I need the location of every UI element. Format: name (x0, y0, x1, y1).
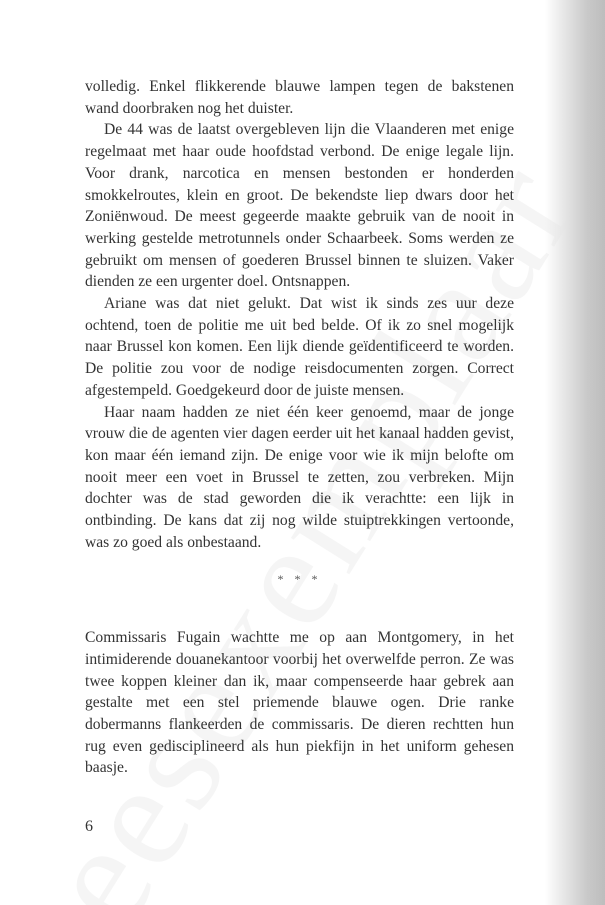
scene-break: * * * (277, 572, 322, 587)
paragraph: De 44 was de laatst overgebleven lijn die Vlaanderen met enige regelmaat met haar oude hoofdstad verbond. De enige legale lijn. Voor drank, narcotica en mensen bestonden er honderden smokkelroutes, klein en groot. De bekendste liep dwars door het Zoniënwoud. De meest gegeerde maakte gebruik van de nooit in werking gestelde metrotunnels onder Schaarbeek. Soms werden ze gebruikt om mensen of goederen Brussel binnen te sluizen. Vaker dienden ze een urgenter doel. Ontsnappen. (85, 121, 514, 291)
paragraph: Haar naam hadden ze niet één keer genoemd, maar de jonge vrouw die de agenten vier dagen eerder uit het kanaal hadden gevist, kon maar één iemand zijn. De enige voor wie ik mijn belofte om nooit meer een voet in Brussel te zetten, zou verbreken. Mijn dochter was de stad geworden die ik verachtte: een lijk in ontbinding. De kans dat zij nog wilde stuiptrekkingen vertoonde, was zo goed als onbestaand. (85, 403, 514, 551)
page-number: 6 (85, 818, 93, 835)
paragraph: volledig. Enkel flikkerende blauwe lampen tegen de bakstenen wand doorbraken nog het duister. (85, 78, 514, 117)
page-edge-shadow (545, 0, 605, 905)
paragraph: Commissaris Fugain wachtte me op aan Montgomery, in het intimiderende douanekantoor voorbij het overwelfde perron. Ze was twee koppen kleiner dan ik, maar compenseerde haar gebrek aan gestalte met een stel priemende blauwe ogen. Drie ranke dobermanns flankeerden de commissaris. De dieren rechtten hun rug even gedisciplineerd als hun piekfijn in het uniform gehesen baasje. (85, 629, 514, 777)
paragraph: Ariane was dat niet gelukt. Dat wist ik sinds zes uur deze ochtend, toen de politie me uit bed belde. Of ik zo snel mogelijk naar Brussel kon komen. Een lijk diende geïdentificeerd te worden. De politie zou voor de nodige reisdocumenten zorgen. Correct afgestempeld. Goedgekeurd door de juiste mensen. (85, 295, 514, 399)
body-text (85, 76, 514, 779)
